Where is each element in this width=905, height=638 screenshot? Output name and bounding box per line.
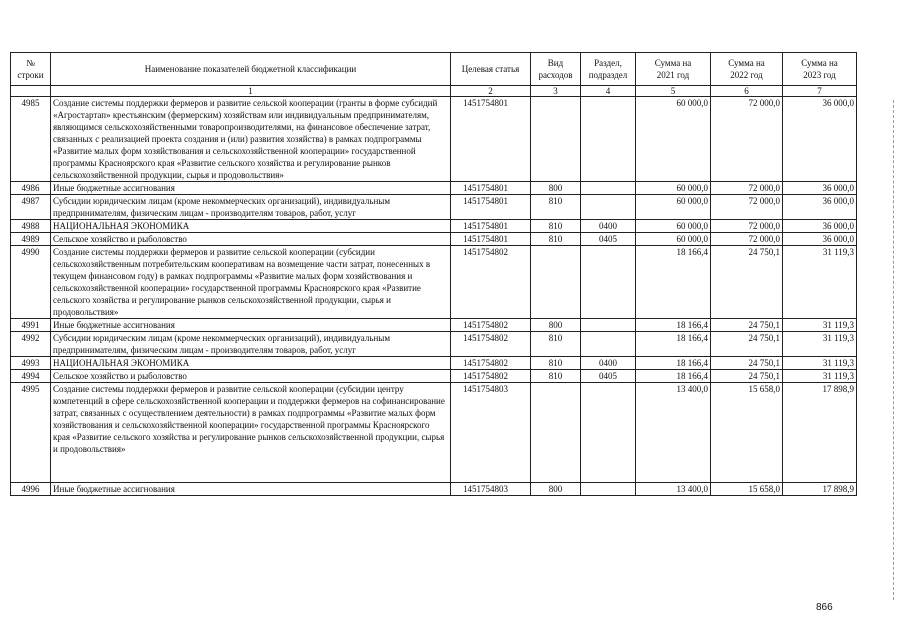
row-name: Создание системы поддержки фермеров и развитие сельской кооперации (субсидии сельскохозяйственным потребительским кооперативам на возмещение части затрат, понесенных в текущем финансовом году) в рамках подпрограммы «Развитие малых форм хозяйствования и сельскохозяйственной кооперации» государственной программы Красноярского края «Развитие сельского хозяйства и регулирование рынков сельскохозяйственной продукции, сырья и продовольствия» xyxy=(51,246,451,319)
row-section xyxy=(581,332,636,357)
column-number: 4 xyxy=(581,86,636,97)
budget-table xyxy=(10,52,857,496)
table-row xyxy=(11,370,857,383)
row-target-article: 1451754802 xyxy=(451,370,531,383)
row-sum-2021: 60 000,0 xyxy=(636,233,711,246)
table-row xyxy=(11,319,857,332)
row-name: Иные бюджетные ассигнования xyxy=(51,483,451,496)
row-sum-2021: 18 166,4 xyxy=(636,370,711,383)
row-sum-2022: 24 750,1 xyxy=(711,319,783,332)
row-target-article: 1451754801 xyxy=(451,195,531,220)
row-sum-2023: 36 000,0 xyxy=(783,233,857,246)
row-section xyxy=(581,383,636,483)
column-number: 6 xyxy=(711,86,783,97)
row-target-article: 1451754802 xyxy=(451,246,531,319)
row-target-article: 1451754801 xyxy=(451,97,531,182)
row-number: 4990 xyxy=(11,246,51,319)
table-row xyxy=(11,383,857,483)
row-name: Создание системы поддержки фермеров и развитие сельской кооперации (гранты в форме субсидий «Агростартап» крестьянским (фермерским) хозяйствам или индивидуальным предпринимателям, являющимся сельскохозяйственными товаропроизводителями, на финансовое обеспечение затрат, связанных с реализацией проекта создания и (или) развития хозяйства) в рамках подпрограммы «Развитие малых форм хозяйствования и сельскохозяйственной кооперации» государственной программы Красноярского края «Развитие сельского хозяйства и регулирование рынков сельскохозяйственной продукции, сырья и продовольствия» xyxy=(51,97,451,182)
row-section xyxy=(581,195,636,220)
row-section xyxy=(581,483,636,496)
row-expense-type: 810 xyxy=(531,370,581,383)
row-name: Иные бюджетные ассигнования xyxy=(51,319,451,332)
row-target-article: 1451754801 xyxy=(451,233,531,246)
row-sum-2022: 15 658,0 xyxy=(711,483,783,496)
row-expense-type: 800 xyxy=(531,483,581,496)
row-sum-2023: 31 119,3 xyxy=(783,370,857,383)
row-expense-type: 800 xyxy=(531,182,581,195)
row-number: 4994 xyxy=(11,370,51,383)
row-number: 4986 xyxy=(11,182,51,195)
row-name: Сельское хозяйство и рыболовство xyxy=(51,370,451,383)
row-sum-2023: 31 119,3 xyxy=(783,332,857,357)
header-cell-vid: Вид расходов xyxy=(531,53,581,86)
row-section: 0405 xyxy=(581,370,636,383)
row-sum-2022: 72 000,0 xyxy=(711,182,783,195)
row-sum-2022: 72 000,0 xyxy=(711,233,783,246)
row-section: 0400 xyxy=(581,357,636,370)
row-number: 4992 xyxy=(11,332,51,357)
row-sum-2021: 18 166,4 xyxy=(636,246,711,319)
row-target-article: 1451754803 xyxy=(451,483,531,496)
table-row xyxy=(11,97,857,182)
row-name: НАЦИОНАЛЬНАЯ ЭКОНОМИКА xyxy=(51,357,451,370)
row-sum-2021: 60 000,0 xyxy=(636,97,711,182)
row-number: 4985 xyxy=(11,97,51,182)
column-number xyxy=(11,86,51,97)
row-section xyxy=(581,246,636,319)
row-expense-type: 810 xyxy=(531,332,581,357)
row-name: Сельское хозяйство и рыболовство xyxy=(51,233,451,246)
budget-table-sheet xyxy=(10,52,856,496)
header-cell-name: Наименование показателей бюджетной классификации xyxy=(51,53,451,86)
row-name: НАЦИОНАЛЬНАЯ ЭКОНОМИКА xyxy=(51,220,451,233)
column-number: 2 xyxy=(451,86,531,97)
row-target-article: 1451754803 xyxy=(451,383,531,483)
table-body xyxy=(11,97,857,496)
row-section xyxy=(581,182,636,195)
column-number: 5 xyxy=(636,86,711,97)
column-number: 1 xyxy=(51,86,451,97)
row-expense-type: 810 xyxy=(531,220,581,233)
table-row xyxy=(11,246,857,319)
row-expense-type xyxy=(531,97,581,182)
header-cell-2021: Сумма на 2021 год xyxy=(636,53,711,86)
header-cell-num: № строки xyxy=(11,53,51,86)
row-expense-type xyxy=(531,383,581,483)
row-sum-2022: 72 000,0 xyxy=(711,220,783,233)
scan-edge-line xyxy=(893,100,895,600)
row-number: 4988 xyxy=(11,220,51,233)
row-target-article: 1451754801 xyxy=(451,182,531,195)
row-name: Создание системы поддержки фермеров и развитие сельской кооперации (субсидии центру компетенций в сфере сельскохозяйственной кооперации и поддержки фермеров на софинансирование затрат, связанных с осуществлением деятельности) в рамках подпрограммы «Развитие малых форм хозяйствования и сельскохозяйственной кооперации» государственной программы Красноярского края «Развитие сельского хозяйства и регулирование рынков сельскохозяйственной продукции, сырья и продовольствия» xyxy=(51,383,451,483)
row-sum-2023: 17 898,9 xyxy=(783,383,857,483)
header-cell-2022: Сумма на 2022 год xyxy=(711,53,783,86)
row-section xyxy=(581,97,636,182)
row-expense-type: 800 xyxy=(531,319,581,332)
row-sum-2021: 13 400,0 xyxy=(636,483,711,496)
row-sum-2023: 31 119,3 xyxy=(783,319,857,332)
row-sum-2021: 60 000,0 xyxy=(636,182,711,195)
column-number: 7 xyxy=(783,86,857,97)
row-sum-2023: 36 000,0 xyxy=(783,97,857,182)
row-sum-2022: 72 000,0 xyxy=(711,97,783,182)
row-expense-type xyxy=(531,246,581,319)
row-sum-2023: 36 000,0 xyxy=(783,220,857,233)
row-number: 4995 xyxy=(11,383,51,483)
row-number: 4987 xyxy=(11,195,51,220)
header-cell-code: Целевая статья xyxy=(451,53,531,86)
table-row xyxy=(11,233,857,246)
column-number: 3 xyxy=(531,86,581,97)
row-expense-type: 810 xyxy=(531,233,581,246)
row-sum-2021: 18 166,4 xyxy=(636,332,711,357)
table-row xyxy=(11,195,857,220)
row-sum-2021: 18 166,4 xyxy=(636,357,711,370)
row-sum-2023: 36 000,0 xyxy=(783,195,857,220)
row-target-article: 1451754802 xyxy=(451,357,531,370)
row-section xyxy=(581,319,636,332)
row-sum-2022: 24 750,1 xyxy=(711,370,783,383)
header-cell-2023: Сумма на 2023 год xyxy=(783,53,857,86)
row-sum-2023: 31 119,3 xyxy=(783,357,857,370)
table-row xyxy=(11,357,857,370)
row-sum-2022: 24 750,1 xyxy=(711,357,783,370)
row-section: 0400 xyxy=(581,220,636,233)
row-section: 0405 xyxy=(581,233,636,246)
row-number: 4991 xyxy=(11,319,51,332)
header-row xyxy=(11,53,857,86)
row-name: Субсидии юридическим лицам (кроме некоммерческих организаций), индивидуальным предпринимателям, физическим лицам - производителям товаров, работ, услуг xyxy=(51,332,451,357)
row-sum-2022: 24 750,1 xyxy=(711,332,783,357)
row-sum-2021: 60 000,0 xyxy=(636,195,711,220)
table-row xyxy=(11,332,857,357)
row-expense-type: 810 xyxy=(531,357,581,370)
row-sum-2023: 31 119,3 xyxy=(783,246,857,319)
row-sum-2021: 13 400,0 xyxy=(636,383,711,483)
row-number: 4993 xyxy=(11,357,51,370)
row-sum-2022: 15 658,0 xyxy=(711,383,783,483)
header-cell-razd: Раздел, подраздел xyxy=(581,53,636,86)
row-sum-2022: 24 750,1 xyxy=(711,246,783,319)
row-sum-2023: 17 898,9 xyxy=(783,483,857,496)
column-number-row xyxy=(11,86,857,97)
table-row xyxy=(11,220,857,233)
row-name: Субсидии юридическим лицам (кроме некоммерческих организаций), индивидуальным предпринимателям, физическим лицам - производителям товаров, работ, услуг xyxy=(51,195,451,220)
row-name: Иные бюджетные ассигнования xyxy=(51,182,451,195)
row-expense-type: 810 xyxy=(531,195,581,220)
row-sum-2021: 60 000,0 xyxy=(636,220,711,233)
row-number: 4989 xyxy=(11,233,51,246)
row-sum-2023: 36 000,0 xyxy=(783,182,857,195)
row-target-article: 1451754802 xyxy=(451,319,531,332)
row-sum-2021: 18 166,4 xyxy=(636,319,711,332)
row-number: 4996 xyxy=(11,483,51,496)
table-row xyxy=(11,182,857,195)
row-target-article: 1451754801 xyxy=(451,220,531,233)
row-sum-2022: 72 000,0 xyxy=(711,195,783,220)
page-number: 866 xyxy=(816,602,833,613)
table-row xyxy=(11,483,857,496)
row-target-article: 1451754802 xyxy=(451,332,531,357)
